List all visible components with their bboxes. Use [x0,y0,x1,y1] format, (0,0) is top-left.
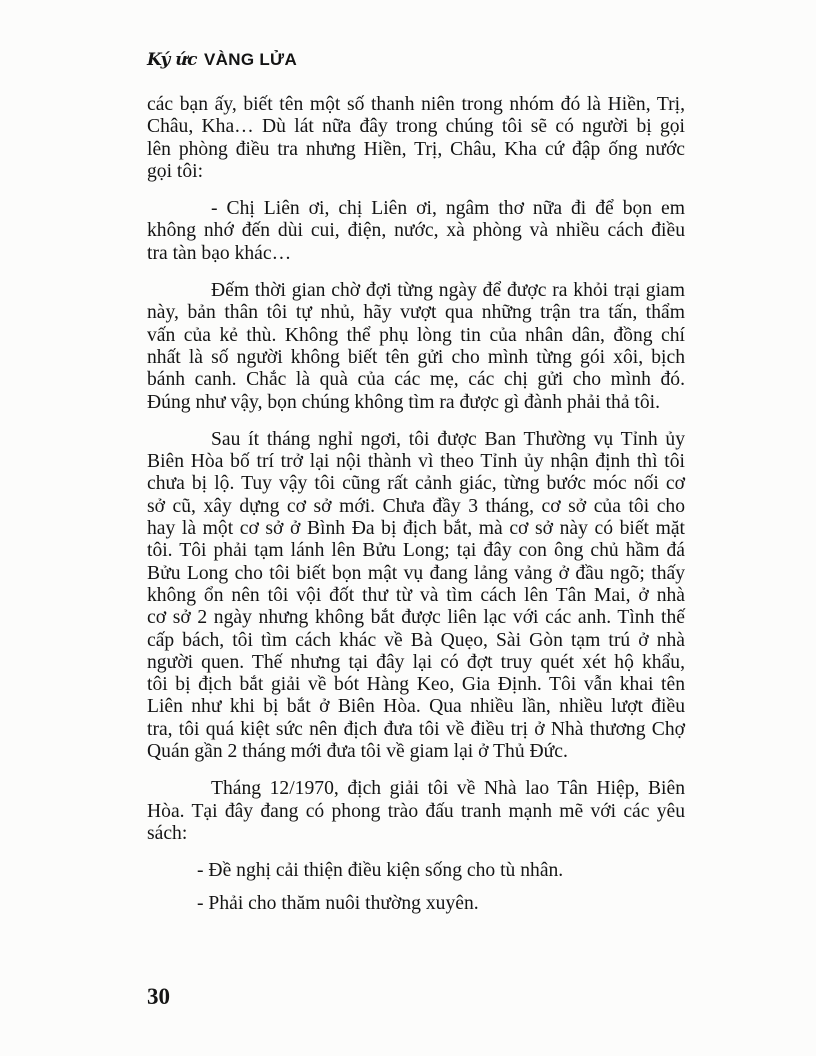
text-line: sách: [147,822,188,844]
text-line: - Phải cho thăm nuôi thường xuyên. [197,892,479,914]
text-line: chưa bị lộ. Tuy vậy tôi cũng rất cảnh giác, từng bước móc nối cơ [147,473,685,495]
text-line: Bửu Long cho tôi biết bọn mật vụ đang lảng vảng ở đầu ngõ; thấy [147,562,685,584]
text-line: nhất là số người không biết tên gửi cho mình từng gói xôi, bịch [147,346,685,368]
text-line: người quen. Thế nhưng tại đây lại có đợt truy quét xét hộ khẩu, [147,651,685,673]
list-item [147,860,685,882]
text-line: tôi bị địch bắt giải về bót Hàng Keo, Gia Định. Tôi vẫn khai tên [147,674,685,696]
text-line: Hòa. Tại đây đang có phong trào đấu tranh mạnh mẽ với các yêu [147,800,685,822]
text-line: hay là một cơ sở ở Bình Đa bị địch bắt, mà cơ sở này có biết mặt [147,518,685,540]
text-line: tra, tôi quá kiệt sức nên địch đưa tôi về điều trị ở Nhà thương Chợ [147,718,685,740]
text-line: Đếm thời gian chờ đợi từng ngày để được ra khỏi trại giam [211,280,685,302]
text-line: cấp bách, tôi tìm cách khác về Bà Quẹo, Sài Gòn tạm trú ở nhà [147,629,685,651]
text-line: Quán gần 2 tháng mới đưa tôi về giam lại ở Thủ Đức. [147,741,568,763]
text-line: tôi. Tôi phải tạm lánh lên Bửu Long; tại đây con ông chủ hầm đá [147,540,685,562]
list-item [147,893,685,915]
text-line: cơ sở 2 ngày nhưng không bắt được liên lạc với các anh. Tình thế [147,607,685,629]
text-line: bánh canh. Chắc là quà của các mẹ, các chị gửi cho mình đó. [147,369,685,391]
text-line: Đúng như vậy, bọn chúng không tìm ra được gì đành phải thả tôi. [147,391,661,413]
book-title-script: Ký ức [147,50,198,70]
text-line: Sau ít tháng nghỉ ngơi, tôi được Ban Thường vụ Tỉnh ủy [211,428,685,450]
text-line: vấn của kẻ thù. Không thể phụ lòng tin của nhân dân, đồng chí [147,324,685,346]
text-line: lên phòng điều tra nhưng Hiền, Trị, Châu, Kha cứ đập ống nước [147,138,685,160]
text-line: không ổn nên tôi vội đốt thư từ và tìm cách lên Tân Mai, ở nhà [147,584,685,606]
running-header [147,50,297,74]
page-body-text [147,94,685,925]
text-line: Châu, Kha… Dù lát nữa đây trong chúng tôi sẽ có người bị gọi [147,116,685,138]
text-line: các bạn ấy, biết tên một số thanh niên trong nhóm đó là Hiền, Trị, [147,94,685,115]
text-line: tra tàn bạo khác… [147,242,292,264]
paragraph [147,94,685,183]
text-line: Tháng 12/1970, địch giải tôi về Nhà lao Tân Hiệp, Biên [211,778,685,800]
paragraph [147,778,685,845]
text-line: gọi tôi: [147,160,204,182]
text-line: Biên Hòa bố trí trở lại nội thành vì theo Tỉnh ủy nhận định thì tôi [147,451,685,473]
book-title: VÀNG LỬA [204,50,298,69]
text-line: sở cũ, xây dựng cơ sở mới. Chưa đầy 3 tháng, cơ sở của tôi cho [147,495,685,517]
paragraph [147,198,685,265]
paragraph [147,280,685,414]
text-line: Liên như khi bị bắt ở Biên Hòa. Qua nhiều lần, nhiều lượt điều [147,696,685,718]
text-line: này, bản thân tôi tự nhủ, hãy vượt qua những trận tra tấn, thẩm [147,302,685,324]
paragraph [147,429,685,763]
page-number: 30 [147,984,170,1009]
text-line: không nhớ đến dùi cui, điện, nước, xà phòng và nhiều cách điều [147,220,685,242]
text-line: - Chị Liên ơi, chị Liên ơi, ngâm thơ nữa đi để bọn em [211,198,685,220]
text-line: - Đề nghị cải thiện điều kiện sống cho tù nhân. [197,860,564,882]
